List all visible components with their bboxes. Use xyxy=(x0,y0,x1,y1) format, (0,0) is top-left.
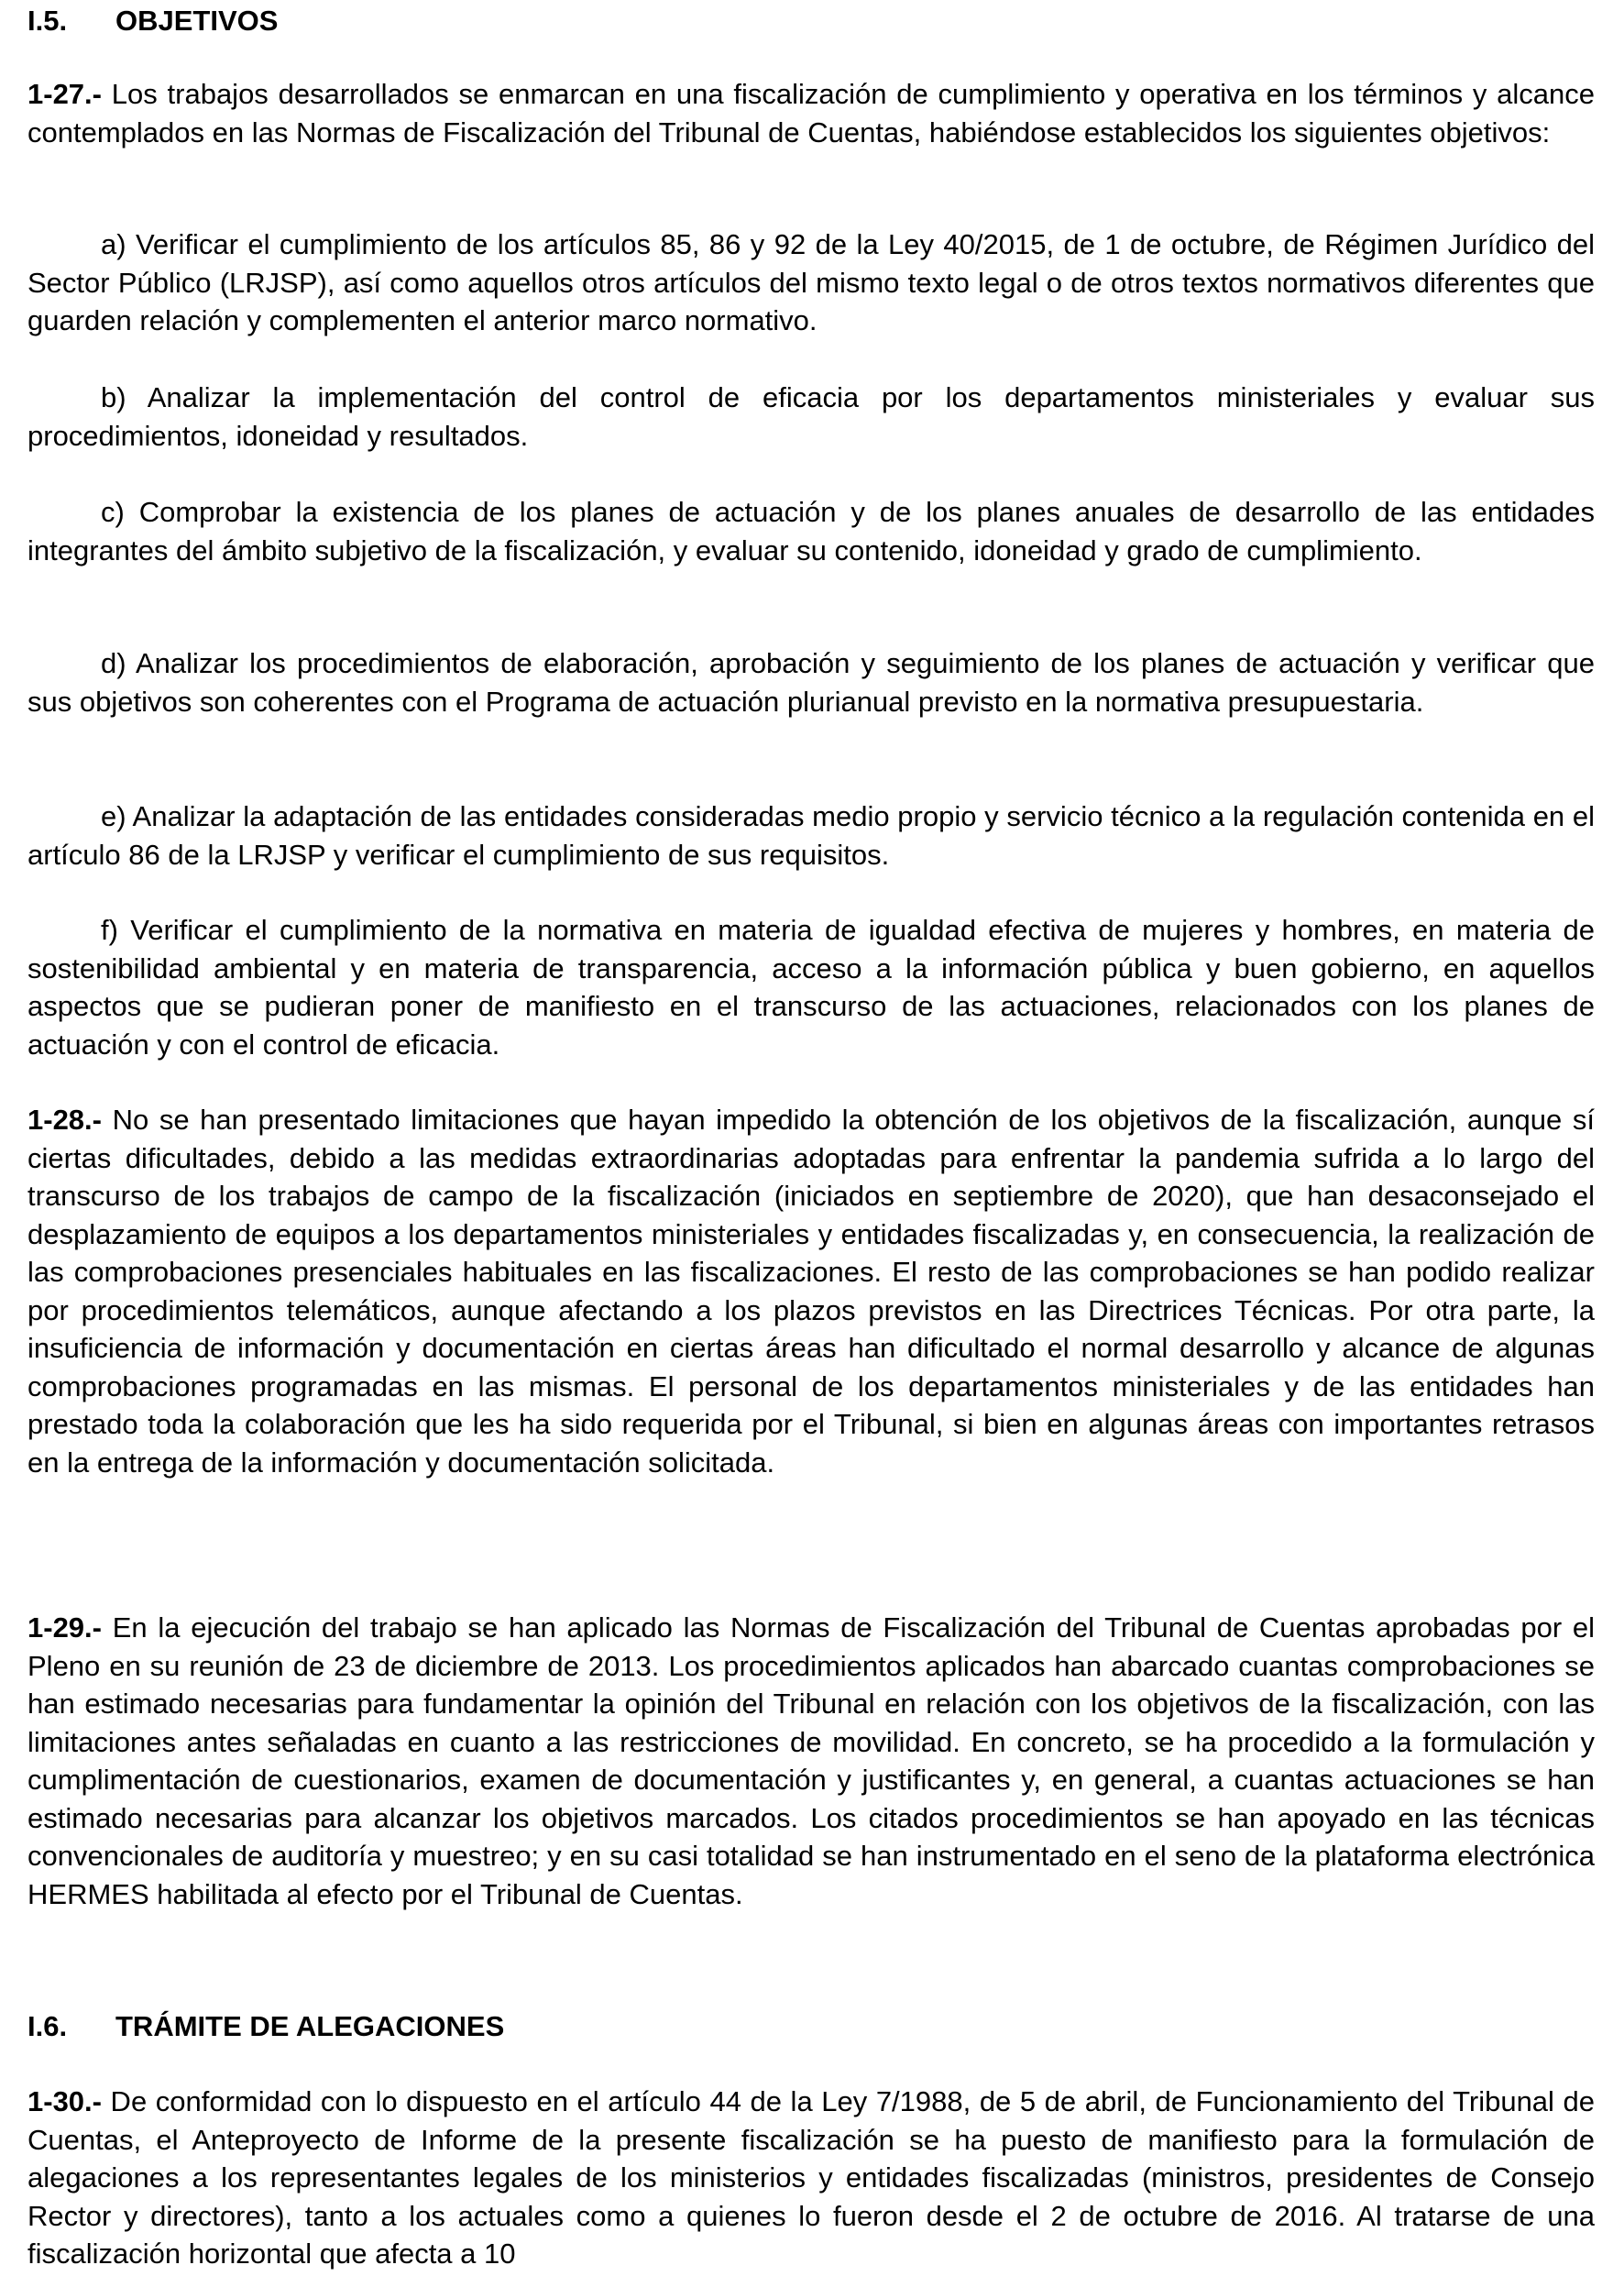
paragraph-ref: 1-29.- xyxy=(27,1611,102,1644)
paragraph-1-28 xyxy=(27,1101,1595,1481)
paragraph-text: De conformidad con lo dispuesto en el artículo 44 de la Ley 7/1988, de 5 de abril, de Funcionamiento del Tribunal de Cuentas, el Anteproyecto de Informe de la presente fiscalización se ha puesto de manifiesto para la formulación de alegaciones a los representantes legales de los ministerios y entidades fiscalizadas (ministros, presidentes de Consejo Rector y directores), tanto a los actuales como a quienes lo fueron desde el 2 de octubre de 2016. Al tratarse de una fiscalización horizontal que afecta a 10 xyxy=(27,2085,1595,2270)
objective-a: a) Verificar el cumplimiento de los artículos 85, 86 y 92 de la Ley 40/2015, de 1 de octubre, de Régimen Jurídico del Sector Público (LRJSP), así como aquellos otros artículos del mismo texto legal o de otros textos normativos diferentes que guarden relación y complementen el anterior marco normativo. xyxy=(27,228,1595,336)
paragraph-ref: 1-28.- xyxy=(27,1104,102,1136)
paragraph-ref: 1-27.- xyxy=(27,78,102,110)
paragraph-1-27 xyxy=(27,75,1595,151)
objective-e: e) Analizar la adaptación de las entidades consideradas medio propio y servicio técnico a la regulación contenida en el artículo 86 de la LRJSP y verificar el cumplimiento de sus requisitos. xyxy=(27,800,1595,871)
section-number: I.6. xyxy=(27,2010,68,2042)
section-title: OBJETIVOS xyxy=(115,5,279,37)
section-number: I.5. xyxy=(27,5,68,37)
objective-b: b) Analizar la implementación del control de eficacia por los departamentos ministeriales y evaluar sus procedimientos, idoneidad y resultados. xyxy=(27,381,1595,452)
objective-d: d) Analizar los procedimientos de elaboración, aprobación y seguimiento de los planes de actuación y verificar que sus objetivos son coherentes con el Programa de actuación plurianual previsto en la normativa presupuestaria. xyxy=(27,647,1595,718)
objective-c: c) Comprobar la existencia de los planes de actuación y de los planes anuales de desarrollo de las entidades integrantes del ámbito subjetivo de la fiscalización, y evaluar su contenido, idoneidad y grado de cumplimiento. xyxy=(27,496,1595,566)
paragraph-ref: 1-30.- xyxy=(27,2085,102,2117)
section-heading-objetivos xyxy=(27,2,1595,40)
section-title: TRÁMITE DE ALEGACIONES xyxy=(115,2010,505,2042)
paragraph-1-30 xyxy=(27,2083,1595,2273)
section-heading-tramite-alegaciones xyxy=(27,2007,1595,2046)
paragraph-1-29 xyxy=(27,1609,1595,1913)
paragraph-text: Los trabajos desarrollados se enmarcan en una fiscalización de cumplimiento y operativa en los términos y alcance contemplados en las Normas de Fiscalización del Tribunal de Cuentas, habiéndose establecidos los siguientes objetivos: xyxy=(27,78,1595,148)
objective-f: f) Verificar el cumplimiento de la normativa en materia de igualdad efectiva de mujeres y hombres, en materia de sostenibilidad ambiental y en materia de transparencia, acceso a la información pública y buen gobierno, en aquellos aspectos que se pudieran poner de manifiesto en el transcurso de las actuaciones, relacionados con los planes de actuación y con el control de eficacia. xyxy=(27,914,1595,1061)
paragraph-text: No se han presentado limitaciones que hayan impedido la obtención de los objetivos de la fiscalización, aunque sí ciertas dificultades, debido a las medidas extraordinarias adoptadas para enfrentar la pandemia sufrida a lo largo del transcurso de los trabajos de campo de la fiscalización (iniciados en septiembre de 2020), que han desaconsejado el desplazamiento de equipos a los departamentos ministeriales y entidades fiscalizadas y, en consecuencia, la realización de las comprobaciones presenciales habituales en las fiscalizaciones. El resto de las comprobaciones se han podido realizar por procedimientos telemáticos, aunque afectando a los plazos previstos en las Directrices Técnicas. Por otra parte, la insuficiencia de información y documentación en ciertas áreas han dificultado el normal desarrollo y alcance de algunas comprobaciones programadas en las mismas. El personal de los departamentos ministeriales y de las entidades han prestado toda la colaboración que les ha sido requerida por el Tribunal, si bien en algunas áreas con importantes retrasos en la entrega de la información y documentación solicitada. xyxy=(27,1104,1595,1479)
paragraph-text: En la ejecución del trabajo se han aplicado las Normas de Fiscalización del Tribunal de Cuentas aprobadas por el Pleno en su reunión de 23 de diciembre de 2013. Los procedimientos aplicados han abarcado cuantas comprobaciones se han estimado necesarias para fundamentar la opinión del Tribunal en relación con los objetivos de la fiscalización, con las limitaciones antes señaladas en cuanto a las restricciones de movilidad. En concreto, se ha procedido a la formulación y cumplimentación de cuestionarios, examen de documentación y justificantes y, en general, a cuantas actuaciones se han estimado necesarias para alcanzar los objetivos marcados. Los citados procedimientos se han apoyado en las técnicas convencionales de auditoría y muestreo; y en su casi totalidad se han instrumentado en el seno de la plataforma electrónica HERMES habilitada al efecto por el Tribunal de Cuentas. xyxy=(27,1611,1595,1910)
